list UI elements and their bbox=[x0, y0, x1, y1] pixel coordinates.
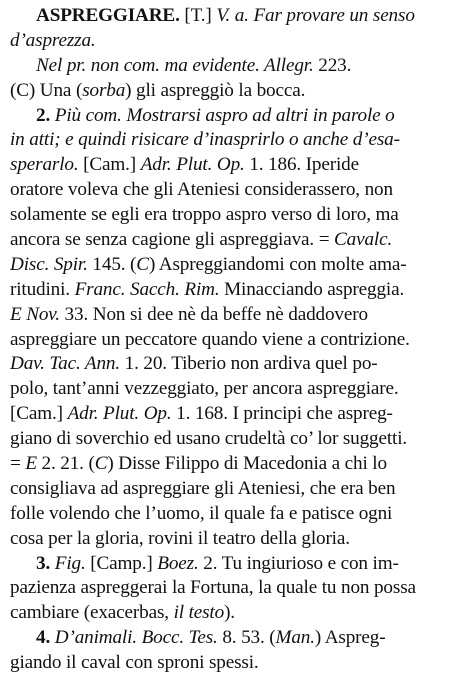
italic-text: Disc. Spir. bbox=[10, 253, 88, 275]
text-run: ) Disse Filippo di Macedonia a chi lo bbox=[107, 453, 387, 475]
entry-line bbox=[10, 54, 460, 79]
entry-line bbox=[10, 153, 460, 178]
text-run: [Cam.] bbox=[78, 154, 141, 176]
text-run: (C) Una ( bbox=[10, 79, 83, 101]
italic-text: Fig. bbox=[54, 552, 86, 574]
headword-or-sense-number: 3. bbox=[36, 552, 55, 574]
italic-text: C bbox=[136, 253, 149, 275]
entry-line bbox=[10, 377, 460, 402]
text-run: 2. Tu ingiurioso e con im- bbox=[198, 552, 399, 574]
text-run: 2. 21. ( bbox=[36, 453, 95, 475]
italic-text: D’animali. Bocc. Tes. bbox=[54, 627, 218, 649]
entry-line bbox=[10, 527, 460, 552]
text-run: ) Aspreggiandomi con molte ama- bbox=[148, 253, 407, 275]
text-run: ). bbox=[224, 602, 235, 624]
entry-line bbox=[10, 203, 460, 228]
entry-line bbox=[10, 626, 460, 651]
italic-text: Cavalc. bbox=[334, 229, 393, 251]
text-run: pazienza aspreggerai la Fortuna, la quale tu non possa bbox=[10, 577, 416, 599]
italic-text: il testo bbox=[173, 602, 225, 624]
italic-text: sorba bbox=[82, 79, 126, 101]
text-run: 1. 186. Iperide bbox=[244, 154, 359, 176]
text-run: ancora se senza cagione gli aspreggiava. = bbox=[10, 229, 335, 251]
italic-text: Franc. Sacch. Rim. bbox=[74, 278, 220, 300]
italic-text: E Nov. bbox=[10, 303, 60, 325]
text-run: solamente se egli era troppo aspro verso di loro, ma bbox=[10, 204, 399, 226]
text-run: 33. Non si dee nè da beffe nè daddovero bbox=[59, 303, 368, 325]
text-run: giano di soverchio ed usano crudeltà co’ lor suggetti. bbox=[10, 428, 408, 450]
entry-line bbox=[10, 427, 460, 452]
entry-line bbox=[10, 104, 460, 129]
text-run: 8. 53. ( bbox=[217, 627, 276, 649]
text-run: oratore voleva che gli Ateniesi considerassero, non bbox=[10, 179, 393, 201]
text-run: = bbox=[10, 453, 26, 475]
entry-line bbox=[10, 79, 460, 104]
entry-line bbox=[10, 452, 460, 477]
entry-line bbox=[10, 253, 460, 278]
entry-line bbox=[10, 576, 460, 601]
text-run: polo, tant’anni vezzeggiato, per ancora aspreggiare. bbox=[10, 378, 399, 400]
text-run: [Cam.] bbox=[10, 403, 68, 425]
entry-line bbox=[10, 477, 460, 502]
italic-text: in atti; e quindi risicare d’inasprirlo o anche d’esa- bbox=[10, 129, 400, 151]
text-run: giando il caval con sproni spessi. bbox=[10, 652, 259, 674]
entry-line bbox=[10, 228, 460, 253]
text-run: [T.] bbox=[179, 5, 217, 26]
entry-line bbox=[10, 328, 460, 353]
text-run: 223. bbox=[313, 54, 352, 76]
text-run: cosa per la gloria, rovini il teatro della gloria. bbox=[10, 527, 350, 549]
italic-text: Adr. Plut. Op. bbox=[67, 403, 172, 425]
text-run: 1. 168. I principi che aspreg- bbox=[171, 403, 393, 425]
text-run: Minacciando aspreggia. bbox=[219, 278, 405, 300]
entry-line bbox=[10, 601, 460, 626]
text-run: ritudini. bbox=[10, 278, 75, 300]
italic-text: sperarlo. bbox=[10, 154, 79, 176]
italic-text: Dav. Tac. Ann. bbox=[10, 353, 121, 375]
italic-text: Più com. Mostrarsi aspro ad altri in parole o bbox=[54, 104, 395, 126]
entry-line bbox=[10, 4, 460, 29]
headword-or-sense-number: 2. bbox=[36, 104, 55, 126]
italic-text: C bbox=[94, 453, 108, 475]
entry-line bbox=[10, 178, 460, 203]
entry-line bbox=[10, 29, 460, 54]
text-run: folle volendo che l’uomo, il quale fa e patisce ogni bbox=[10, 502, 393, 524]
entry-line bbox=[10, 552, 460, 577]
text-run: ) gli aspreggiò la bocca. bbox=[125, 79, 306, 101]
headword-or-sense-number: ASPREGGIARE. bbox=[36, 5, 180, 26]
italic-text: d’asprezza. bbox=[10, 29, 96, 51]
entry-line bbox=[10, 651, 460, 676]
headword-or-sense-number: 4. bbox=[36, 627, 55, 649]
italic-text: V. a. Far provare un senso bbox=[216, 5, 415, 26]
italic-text: E bbox=[25, 453, 37, 475]
text-run: aspreggiare un peccatore quando viene a contrizione. bbox=[10, 328, 410, 350]
entry-line bbox=[10, 402, 460, 427]
text-run: ) Aspreg- bbox=[314, 627, 386, 649]
italic-text: Nel pr. non com. ma evidente. Allegr. bbox=[36, 54, 314, 76]
italic-text: Adr. Plut. Op. bbox=[140, 154, 245, 176]
entry-line bbox=[10, 303, 460, 328]
italic-text: Man. bbox=[275, 627, 315, 649]
text-run: 1. 20. Tiberio non ardiva quel po- bbox=[120, 353, 378, 375]
entry-line bbox=[10, 278, 460, 303]
text-run: cambiare (exacerbas, bbox=[10, 602, 174, 624]
text-run: [Camp.] bbox=[85, 552, 158, 574]
text-run: 145. ( bbox=[87, 253, 137, 275]
entry-line bbox=[10, 128, 460, 153]
italic-text: Boez. bbox=[157, 552, 199, 574]
entry-line bbox=[10, 352, 460, 377]
entry-line bbox=[10, 502, 460, 527]
text-run: consigliava ad aspreggiare gli Ateniesi, che era ben bbox=[10, 477, 396, 499]
